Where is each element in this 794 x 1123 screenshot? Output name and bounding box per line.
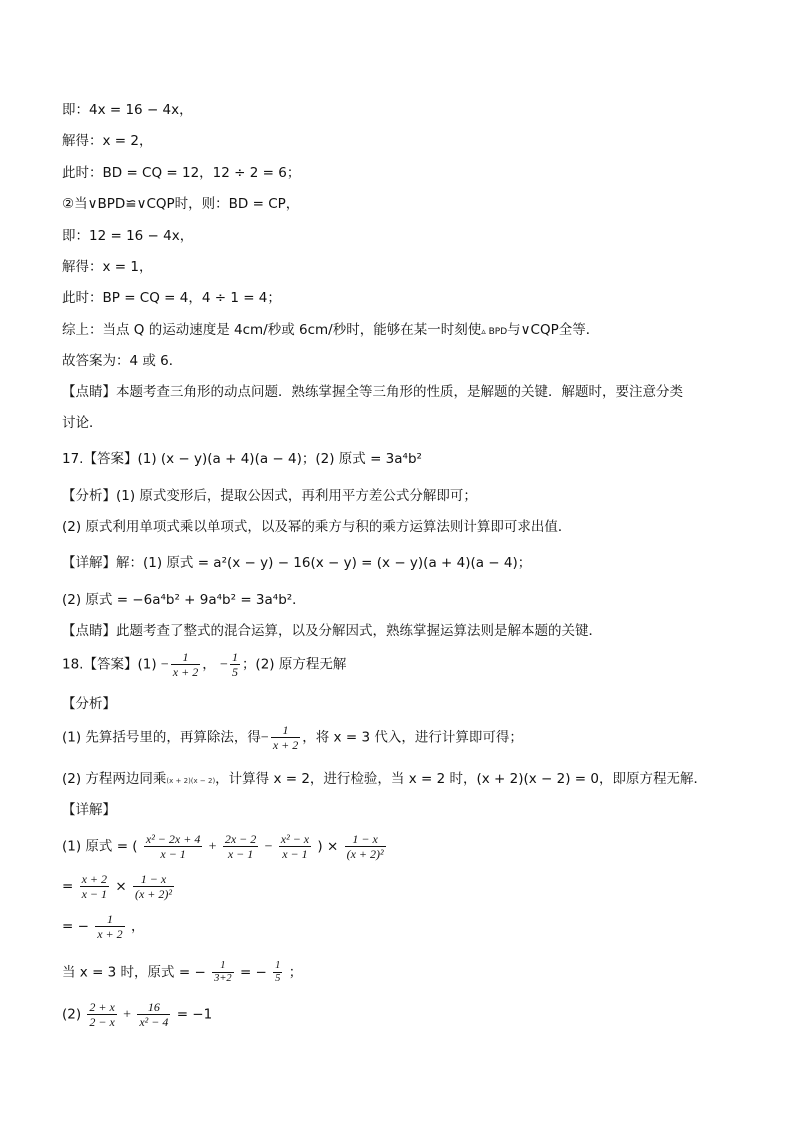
text-line: 【分析】	[62, 696, 116, 712]
answer-18: 18.【答案】(1) − $\frac{1}{x + 2}$ ， − $\frac{1}{5}$ ；(2) 原方程无解	[62, 650, 347, 679]
text-line: 讨论．	[62, 415, 103, 431]
text-line: 综上：当点 Q 的运动速度是 4cm/秒或 6cm/秒时，能够在某一时刻使▵ BPD与∨CQP全等．	[62, 322, 600, 338]
text-line: 即：12 = 16 − 4x，	[62, 228, 194, 244]
text-line: (2) 原式利用单项式乘以单项式，以及幂的乘方与积的乘方运算法则计算即可求出值．	[62, 519, 572, 535]
equation-line: = − $\frac{1}{x + 2}$ ，	[62, 912, 145, 941]
text-line: 故答案为：4 或 6．	[62, 353, 183, 369]
text-line: 解得：x = 1，	[62, 259, 153, 275]
fraction: $\frac{1}{x + 2}$	[97, 912, 123, 941]
fraction: $\frac{x + 2}{x - 1}$	[81, 872, 108, 901]
fraction: $\frac{1 - x}{\text{(x + 2)²}}$	[346, 832, 384, 861]
equation-line: 当 x = 3 时，原式 = − $\frac{1}{3+2}$ = − $\frac{1}{5}$ ；	[62, 960, 303, 984]
text-line: 解得：x = 2，	[62, 133, 153, 149]
fraction: $\frac{1}{3+2}$	[214, 960, 232, 984]
text-line: 【点睛】本题考查三角形的动点问题．熟练掌握全等三角形的性质，是解题的关键．解题时，要注意分类	[62, 384, 683, 400]
text-line: (1) 先算括号里的，再算除法，得− $\frac{1}{x + 2}$ ，将 x = 3 代入，进行计算即可得；	[62, 723, 523, 752]
text-line: 即：4x = 16 − 4x，	[62, 102, 193, 118]
equation-line: (2) $\frac{2 + x}{2 - x}$ + $\frac{16}{\text{x² − 4}}$ = −1	[62, 1000, 213, 1029]
text-line: (2) 原式 = −6a⁴b² + 9a⁴b² = 3a⁴b²．	[62, 592, 306, 608]
text-line: 【详解】解：(1) 原式 = a²(x − y) − 16(x − y) = (x − y)(a + 4)(a − 4)；	[62, 555, 532, 571]
text-line: 此时：BP = CQ = 4，4 ÷ 1 = 4；	[62, 290, 281, 306]
fraction: $\frac{1}{5}$	[231, 650, 238, 679]
text-line: (2) 方程两边同乘(x + 2)(x − 2)，计算得 x = 2，进行检验，当 x = 2 时，(x + 2)(x − 2) = 0，即原方程无解．	[62, 771, 707, 787]
fraction: $\frac{1}{5}$	[275, 960, 281, 984]
text-line: 【分析】(1) 原式变形后，提取公因式，再利用平方差公式分解即可；	[62, 488, 477, 504]
fraction: $\frac{\text{x² − x}}{x - 1}$	[280, 832, 310, 861]
fraction: $\frac{1}{x + 2}$	[172, 650, 199, 679]
text-line: 此时：BD = CQ = 12，12 ÷ 2 = 6；	[62, 165, 301, 181]
fraction: $\frac{\text{x² − 2x + 4}}{x - 1}$	[145, 832, 201, 861]
answer-17: 17.【答案】(1) (x − y)(a + 4)(a − 4)；(2) 原式 = 3a⁴b²	[62, 451, 422, 467]
fraction: $\frac{1}{x + 2}$	[272, 723, 299, 752]
fraction: $\frac{1 - x}{\text{(x + 2)²}}$	[134, 872, 172, 901]
fraction: $\frac{2x - 2}{x - 1}$	[224, 832, 257, 861]
text-line: 【详解】	[62, 802, 116, 818]
equation-line: = $\frac{x + 2}{x - 1}$ × $\frac{1 - x}{\text{(x + 2)²}}$	[62, 872, 172, 901]
equation-line: (1) 原式 = ( $\frac{\text{x² − 2x + 4}}{x - 1}$ + $\frac{2x - 2}{x - 1}$ − $\frac{\text{x² − x}}{x - 1}$ ) × $\frac{1 - x}{\text{(x + 2)²}}$	[62, 832, 384, 861]
text-line: ②当∨BPD≌∨CQP时，则：BD = CP，	[62, 196, 300, 212]
text-line: 【点睛】此题考查了整式的混合运算，以及分解因式，熟练掌握运算法则是解本题的关键．	[62, 623, 602, 639]
fraction: $\frac{16}{\text{x² − 4}}$	[139, 1000, 169, 1029]
fraction: $\frac{2 + x}{2 - x}$	[89, 1000, 115, 1029]
